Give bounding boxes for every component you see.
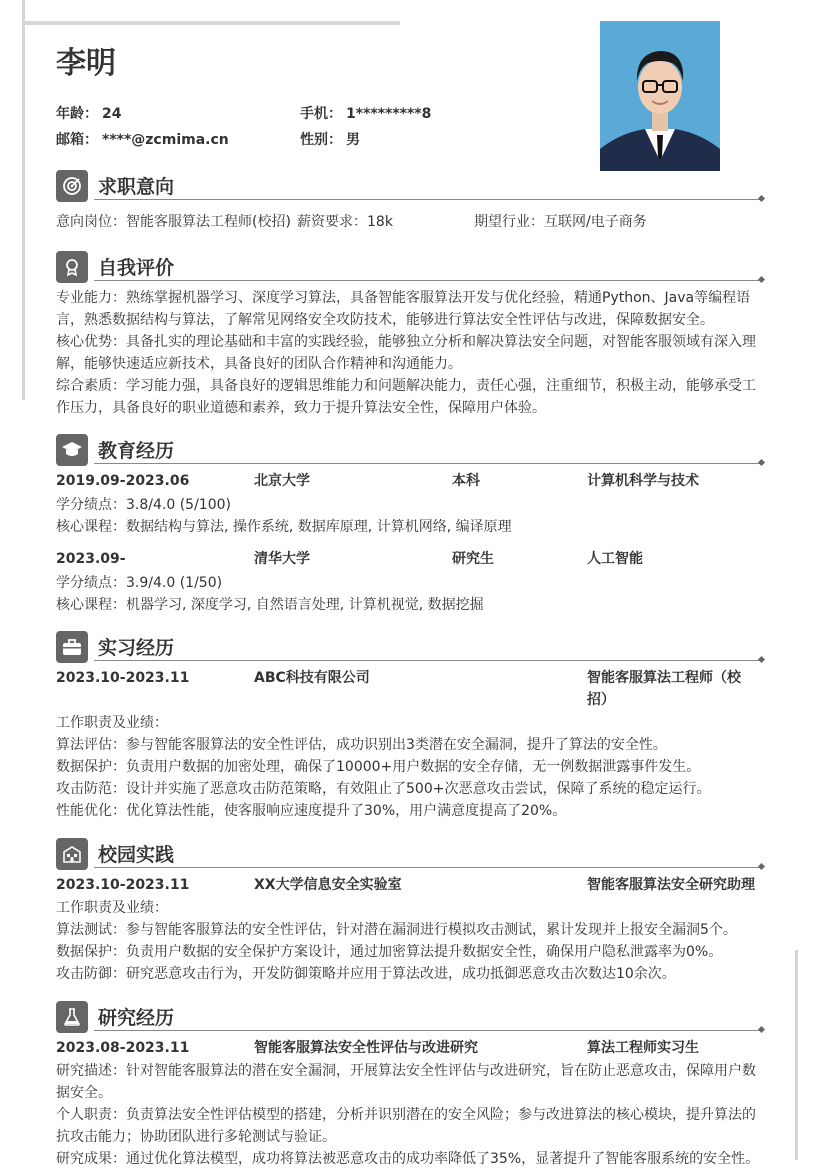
section-title: 教育经历: [98, 440, 175, 462]
target-icon: [56, 170, 88, 202]
education-gpa: 学分绩点：3.8/4.0 (5/100): [56, 497, 231, 513]
section-header: [56, 1001, 764, 1033]
campus-org: XX大学信息安全实验室: [254, 877, 402, 893]
research-line: 抗攻击能力；协助团队进行多轮测试与验证。: [56, 1129, 336, 1145]
candidate-name: 李明: [56, 46, 116, 81]
email-field: [56, 129, 229, 149]
campus-duty-line: 算法测试：参与智能客服算法的安全性评估，针对潜在漏洞进行模拟攻击测试，累计发现并上报安全漏洞5个。: [56, 922, 737, 938]
decorative-vertical-line: [22, 0, 25, 400]
divider-diamond: [758, 195, 765, 202]
section-title: 实习经历: [98, 637, 175, 659]
section-divider: [94, 1030, 760, 1031]
research-role: 算法工程师实习生: [587, 1040, 699, 1056]
section-header: [56, 170, 764, 202]
internship-duty-line: 算法评估：参与智能客服算法的安全性评估，成功识别出3类潜在安全漏洞，提升了算法的安全性。: [56, 737, 667, 753]
section-title: 求职意向: [98, 176, 175, 198]
self-evaluation-section: [56, 251, 764, 419]
email-label: 邮箱：: [56, 132, 98, 148]
education-period: 2019.09-2023.06: [56, 473, 190, 489]
education-courses: 核心课程：数据结构与算法, 操作系统, 数据库原理, 计算机网络, 编译原理: [56, 519, 512, 535]
decorative-horizontal-line: [22, 21, 400, 25]
internship-section: [56, 631, 764, 822]
self-eval-line: 解，能够快速适应新技术，具备良好的团队合作精神和沟通能力。: [56, 356, 462, 372]
campus-duty-line: 数据保护：负责用户数据的安全保护方案设计，通过加密算法提升数据安全性，确保用户隐私泄露率为0%。: [56, 944, 723, 960]
phone-label: 手机：: [300, 106, 342, 122]
self-eval-body: [56, 287, 764, 419]
research-project: 智能客服算法安全性评估与改进研究: [254, 1040, 478, 1056]
age-value: 24: [102, 106, 122, 122]
campus-practice-section: [56, 838, 764, 985]
section-title: 自我评价: [98, 257, 175, 279]
graduation-cap-icon: [56, 434, 88, 466]
divider-diamond: [758, 276, 765, 283]
campus-period: 2023.10-2023.11: [56, 877, 190, 893]
section-divider: [94, 660, 760, 661]
self-eval-line: 专业能力：熟练掌握机器学习、深度学习算法，具备智能客服算法开发与优化经验，精通Python、Java等编程语: [56, 290, 751, 306]
email-value: ****@zcmima.cn: [102, 132, 229, 148]
briefcase-icon: [56, 631, 88, 663]
internship-duty-line: 性能优化：优化算法性能，使客服响应速度提升了30%，用户满意度提高了20%。: [56, 803, 567, 819]
internship-duty-line: 数据保护：负责用户数据的加密处理，确保了10000+用户数据的安全存储，无一例数据泄露事件发生。: [56, 759, 701, 775]
internship-duty-line: 攻击防范：设计并实施了恶意攻击防范策略，有效阻止了500+次恶意攻击尝试，保障了系统的稳定运行。: [56, 781, 711, 797]
campus-role: 智能客服算法安全研究助理: [587, 877, 755, 893]
campus-duty-line: 攻击防御：研究恶意攻击行为，开发防御策略并应用于算法改进，成功抵御恶意攻击次数达10余次。: [56, 966, 676, 982]
self-eval-line: 言，熟悉数据结构与算法，了解常见网络安全攻防技术，能够进行算法安全性评估与改进，保障数据安全。: [56, 312, 714, 328]
internship-header: [56, 667, 764, 711]
self-eval-line: 综合素质：学习能力强，具备良好的逻辑思维能力和问题解决能力，责任心强，注重细节，积极主动，能够承受工: [56, 378, 756, 394]
phone-value: 1*********8: [346, 106, 432, 122]
section-header: [56, 434, 764, 466]
research-line: 据安全。: [56, 1085, 112, 1101]
research-header: [56, 1037, 764, 1059]
education-entry: [56, 548, 764, 616]
internship-role-line: 智能客服算法工程师（校: [587, 670, 741, 686]
education-school: 清华大学: [254, 551, 310, 567]
section-title: 校园实践: [98, 844, 175, 866]
section-header: [56, 631, 764, 663]
education-degree: 研究生: [452, 551, 494, 567]
section-divider: [94, 199, 760, 200]
education-entry-header: [56, 548, 764, 570]
research-line: 研究描述：针对智能客服算法的潜在安全漏洞，开展算法安全性评估与改进研究，旨在防止恶意攻击，保障用户数: [56, 1063, 756, 1079]
research-section: [56, 1001, 764, 1170]
campus-header: [56, 874, 764, 896]
gender-field: [300, 129, 360, 149]
intent-row: [56, 211, 764, 233]
education-major: 人工智能: [587, 551, 643, 567]
divider-diamond: [758, 459, 765, 466]
education-gpa: 学分绩点：3.9/4.0 (1/50): [56, 575, 223, 591]
age-field: [56, 103, 121, 123]
internship-period: 2023.10-2023.11: [56, 670, 190, 686]
education-section: [56, 434, 764, 616]
internship-company: ABC科技有限公司: [254, 670, 370, 686]
research-line: 个人职责：负责算法安全性评估模型的搭建，分析并识别潜在的安全风险；参与改进算法的核心模块，提升算法的: [56, 1107, 756, 1123]
education-courses: 核心课程：机器学习, 深度学习, 自然语言处理, 计算机视觉, 数据挖掘: [56, 597, 484, 613]
education-period: 2023.09-: [56, 551, 126, 567]
education-school: 北京大学: [254, 473, 310, 489]
education-major: 计算机科学与技术: [587, 473, 699, 489]
education-degree: 本科: [452, 473, 480, 489]
research-line: 研究成果：通过优化算法模型，成功将算法被恶意攻击的成功率降低了35%，显著提升了智能客服系统的安全性。: [56, 1151, 760, 1167]
age-label: 年龄：: [56, 106, 98, 122]
self-eval-line: 核心优势：具备扎实的理论基础和丰富的实践经验，能够独立分析和解决算法安全问题，对智能客服领域有深入理: [56, 334, 756, 350]
flask-icon: [56, 1001, 88, 1033]
intent-position: 意向岗位：智能客服算法工程师(校招): [56, 214, 291, 230]
self-eval-line: 作压力，具备良好的职业道德和素养，致力于提升算法安全性，保障用户体验。: [56, 400, 546, 416]
intent-salary: 薪资要求：18k: [297, 214, 393, 230]
section-divider: [94, 280, 760, 281]
gender-value: 男: [346, 132, 360, 148]
section-divider: [94, 867, 760, 868]
phone-field: [300, 103, 431, 123]
research-period: 2023.08-2023.11: [56, 1040, 190, 1056]
internship-role: [587, 667, 757, 711]
divider-diamond: [758, 1026, 765, 1033]
gender-label: 性别：: [300, 132, 342, 148]
decorative-vertical-line-right: [795, 950, 798, 1160]
profile-photo: [600, 21, 720, 171]
badge-icon: [56, 251, 88, 283]
education-entry: [56, 470, 764, 538]
section-title: 研究经历: [98, 1007, 175, 1029]
intent-industry: 期望行业：互联网/电子商务: [474, 214, 647, 230]
section-header: [56, 251, 764, 283]
campus-duties-label: 工作职责及业绩：: [56, 900, 168, 916]
section-divider: [94, 463, 760, 464]
divider-diamond: [758, 863, 765, 870]
building-icon: [56, 838, 88, 870]
internship-duties-label: 工作职责及业绩：: [56, 715, 168, 731]
divider-diamond: [758, 656, 765, 663]
internship-role-line: 招）: [587, 692, 615, 708]
education-entry-header: [56, 470, 764, 492]
section-header: [56, 838, 764, 870]
job-intent-section: [56, 170, 764, 233]
